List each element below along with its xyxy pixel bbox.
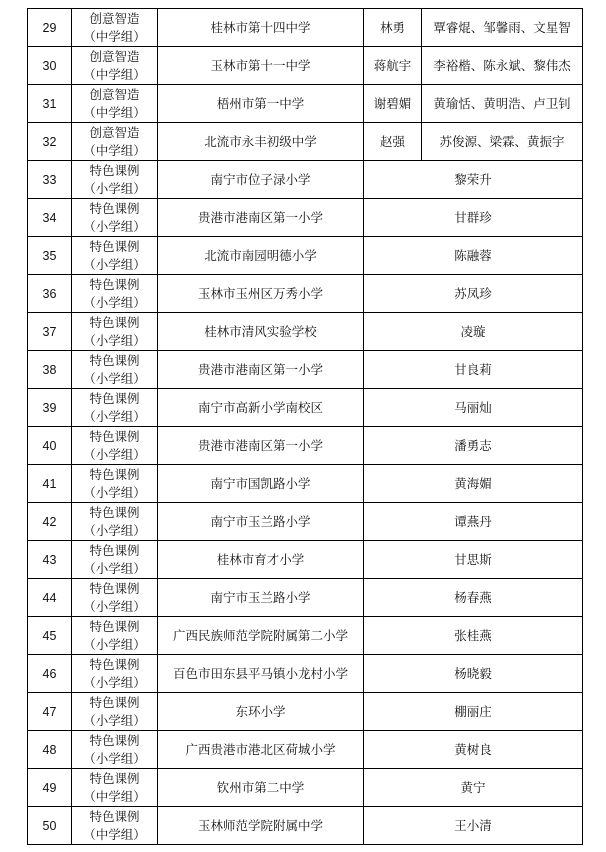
table-row — [28, 541, 583, 579]
category-group: （中学组） — [83, 66, 146, 82]
category-name: 创意智造 — [89, 48, 140, 64]
table-row — [28, 731, 583, 769]
school-name: 玉林师范学院附属中学 — [158, 807, 364, 845]
category-name: 特色课例 — [89, 694, 140, 710]
student-names: 苏俊源、梁霖、黄振宇 — [422, 123, 583, 161]
author-name: 甘良莉 — [364, 351, 583, 389]
teacher-name: 蒋航宇 — [364, 47, 422, 85]
category-group: （小学组） — [83, 636, 146, 652]
category-cell — [72, 237, 158, 275]
category-name: 特色课例 — [89, 770, 140, 786]
author-name: 张桂燕 — [364, 617, 583, 655]
author-name: 黄海媚 — [364, 465, 583, 503]
author-name: 黄宁 — [364, 769, 583, 807]
row-number: 46 — [28, 655, 72, 693]
category-name: 特色课例 — [89, 352, 140, 368]
category-name: 特色课例 — [89, 428, 140, 444]
category-name: 特色课例 — [89, 276, 140, 292]
category-name: 特色课例 — [89, 162, 140, 178]
category-group: （小学组） — [83, 522, 146, 538]
table-row — [28, 351, 583, 389]
author-name: 棚丽庄 — [364, 693, 583, 731]
category-group: （中学组） — [83, 826, 146, 842]
category-name: 创意智造 — [89, 10, 140, 26]
category-cell — [72, 807, 158, 845]
author-name: 杨春燕 — [364, 579, 583, 617]
school-name: 玉林市玉州区万秀小学 — [158, 275, 364, 313]
author-name: 陈融蓉 — [364, 237, 583, 275]
table-row — [28, 503, 583, 541]
school-name: 南宁市玉兰路小学 — [158, 503, 364, 541]
category-name: 特色课例 — [89, 542, 140, 558]
row-number: 32 — [28, 123, 72, 161]
row-number: 36 — [28, 275, 72, 313]
school-name: 南宁市玉兰路小学 — [158, 579, 364, 617]
table-row — [28, 123, 583, 161]
author-name: 潘勇志 — [364, 427, 583, 465]
author-name: 王小清 — [364, 807, 583, 845]
row-number: 45 — [28, 617, 72, 655]
student-names: 黄瑜恬、黄明浩、卢卫钊 — [422, 85, 583, 123]
award-table — [27, 8, 583, 845]
table-row — [28, 617, 583, 655]
table-row — [28, 655, 583, 693]
table-row — [28, 85, 583, 123]
school-name: 南宁市位子渌小学 — [158, 161, 364, 199]
table-row — [28, 389, 583, 427]
row-number: 48 — [28, 731, 72, 769]
category-cell — [72, 655, 158, 693]
category-group: （小学组） — [83, 218, 146, 234]
table-row — [28, 693, 583, 731]
category-group: （小学组） — [83, 750, 146, 766]
category-name: 创意智造 — [89, 124, 140, 140]
school-name: 贵港市港南区第一小学 — [158, 351, 364, 389]
school-name: 梧州市第一中学 — [158, 85, 364, 123]
author-name: 马丽灿 — [364, 389, 583, 427]
row-number: 33 — [28, 161, 72, 199]
category-cell — [72, 617, 158, 655]
author-name: 苏凤珍 — [364, 275, 583, 313]
row-number: 47 — [28, 693, 72, 731]
school-name: 北流市南园明德小学 — [158, 237, 364, 275]
category-group: （小学组） — [83, 294, 146, 310]
teacher-name: 赵强 — [364, 123, 422, 161]
table-row — [28, 161, 583, 199]
category-group: （小学组） — [83, 370, 146, 386]
author-name: 黄树良 — [364, 731, 583, 769]
category-cell — [72, 47, 158, 85]
category-name: 特色课例 — [89, 580, 140, 596]
school-name: 桂林市清风实验学校 — [158, 313, 364, 351]
author-name: 凌璇 — [364, 313, 583, 351]
category-group: （小学组） — [83, 408, 146, 424]
category-name: 特色课例 — [89, 314, 140, 330]
author-name: 甘思斯 — [364, 541, 583, 579]
school-name: 广西贵港市港北区荷城小学 — [158, 731, 364, 769]
row-number: 35 — [28, 237, 72, 275]
category-cell — [72, 503, 158, 541]
category-cell — [72, 313, 158, 351]
category-name: 特色课例 — [89, 390, 140, 406]
author-name: 杨晓毅 — [364, 655, 583, 693]
author-name: 黎荣升 — [364, 161, 583, 199]
category-cell — [72, 465, 158, 503]
category-cell — [72, 123, 158, 161]
category-group: （小学组） — [83, 484, 146, 500]
category-name: 特色课例 — [89, 238, 140, 254]
category-name: 特色课例 — [89, 200, 140, 216]
category-group: （小学组） — [83, 712, 146, 728]
category-group: （中学组） — [83, 788, 146, 804]
teacher-name: 谢碧媚 — [364, 85, 422, 123]
school-name: 桂林市第十四中学 — [158, 9, 364, 47]
table-row — [28, 313, 583, 351]
student-names: 覃睿焜、邹馨雨、文星智 — [422, 9, 583, 47]
student-names: 李裕楷、陈永斌、黎伟杰 — [422, 47, 583, 85]
row-number: 34 — [28, 199, 72, 237]
row-number: 30 — [28, 47, 72, 85]
school-name: 贵港市港南区第一小学 — [158, 427, 364, 465]
school-name: 广西民族师范学院附属第二小学 — [158, 617, 364, 655]
category-group: （中学组） — [83, 104, 146, 120]
category-cell — [72, 769, 158, 807]
row-number: 49 — [28, 769, 72, 807]
table-row — [28, 9, 583, 47]
category-group: （中学组） — [83, 142, 146, 158]
category-cell — [72, 351, 158, 389]
category-cell — [72, 427, 158, 465]
category-cell — [72, 85, 158, 123]
teacher-name: 林勇 — [364, 9, 422, 47]
author-name: 甘群珍 — [364, 199, 583, 237]
table-row — [28, 769, 583, 807]
table-row — [28, 427, 583, 465]
category-group: （小学组） — [83, 598, 146, 614]
category-group: （中学组） — [83, 28, 146, 44]
category-cell — [72, 161, 158, 199]
row-number: 38 — [28, 351, 72, 389]
category-group: （小学组） — [83, 256, 146, 272]
table-row — [28, 47, 583, 85]
category-name: 特色课例 — [89, 504, 140, 520]
school-name: 北流市永丰初级中学 — [158, 123, 364, 161]
category-cell — [72, 731, 158, 769]
category-cell — [72, 389, 158, 427]
category-cell — [72, 579, 158, 617]
category-name: 特色课例 — [89, 732, 140, 748]
category-group: （小学组） — [83, 674, 146, 690]
table-row — [28, 237, 583, 275]
category-cell — [72, 199, 158, 237]
table-row — [28, 465, 583, 503]
row-number: 29 — [28, 9, 72, 47]
table-body — [28, 9, 583, 845]
school-name: 玉林市第十一中学 — [158, 47, 364, 85]
row-number: 41 — [28, 465, 72, 503]
author-name: 谭燕丹 — [364, 503, 583, 541]
table-row — [28, 275, 583, 313]
category-group: （小学组） — [83, 446, 146, 462]
category-name: 特色课例 — [89, 808, 140, 824]
category-group: （小学组） — [83, 560, 146, 576]
row-number: 50 — [28, 807, 72, 845]
category-name: 特色课例 — [89, 656, 140, 672]
category-name: 特色课例 — [89, 618, 140, 634]
category-cell — [72, 541, 158, 579]
category-name: 特色课例 — [89, 466, 140, 482]
table-row — [28, 807, 583, 845]
category-group: （小学组） — [83, 180, 146, 196]
row-number: 31 — [28, 85, 72, 123]
school-name: 百色市田东县平马镇小龙村小学 — [158, 655, 364, 693]
category-cell — [72, 275, 158, 313]
school-name: 南宁市国凯路小学 — [158, 465, 364, 503]
category-group: （小学组） — [83, 332, 146, 348]
category-name: 创意智造 — [89, 86, 140, 102]
school-name: 南宁市高新小学南校区 — [158, 389, 364, 427]
row-number: 43 — [28, 541, 72, 579]
table-row — [28, 579, 583, 617]
row-number: 39 — [28, 389, 72, 427]
category-cell — [72, 693, 158, 731]
row-number: 37 — [28, 313, 72, 351]
school-name: 贵港市港南区第一小学 — [158, 199, 364, 237]
school-name: 钦州市第二中学 — [158, 769, 364, 807]
school-name: 东环小学 — [158, 693, 364, 731]
category-cell — [72, 9, 158, 47]
row-number: 44 — [28, 579, 72, 617]
table-row — [28, 199, 583, 237]
school-name: 桂林市育才小学 — [158, 541, 364, 579]
row-number: 40 — [28, 427, 72, 465]
row-number: 42 — [28, 503, 72, 541]
